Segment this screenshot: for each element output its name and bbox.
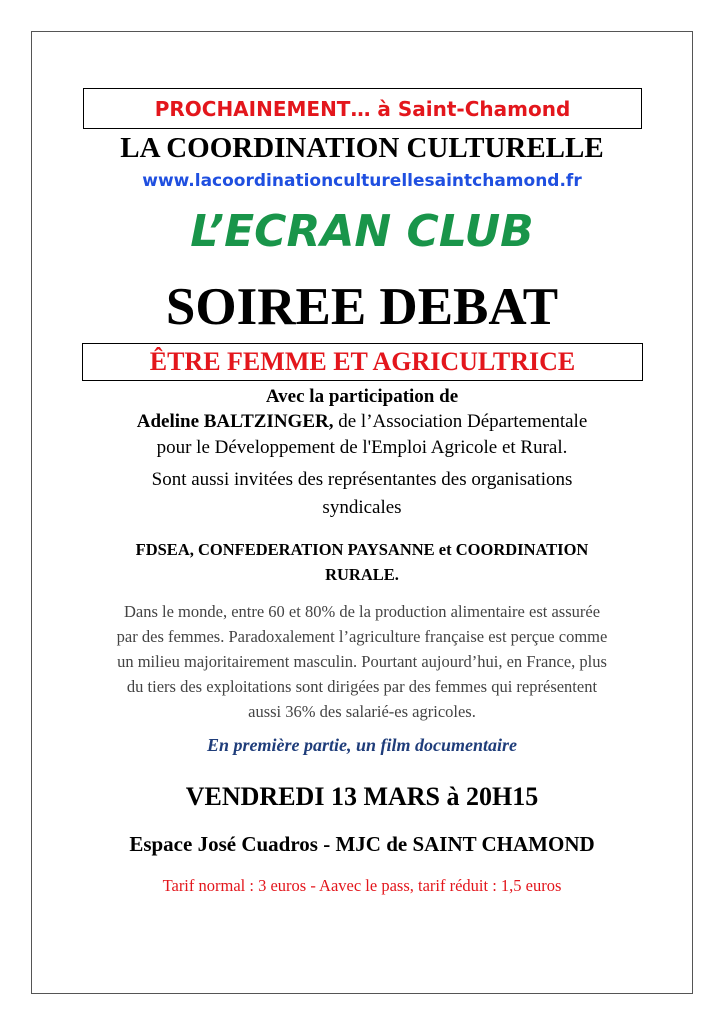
description-line: aussi 36% des salarié-es agricoles. [248,702,476,721]
guest-affiliation: de l’Association Départementale [333,411,588,432]
announcement-box [83,88,642,129]
guest-affiliation-continued: pour le Développement de l'Emploi Agricole et Rural. [156,437,568,458]
theme-box [82,343,643,381]
unions-line-2: RURALE. [325,565,399,584]
guest-line [31,410,693,434]
event-datetime: VENDREDI 13 MARS à 20H15 [185,782,539,811]
description-line: Dans le monde, entre 60 et 80% de la production alimentaire est assurée [123,602,601,621]
event-venue: Espace José Cuadros - MJC de SAINT CHAMOND [129,832,595,856]
film-note: En première partie, un film documentaire [206,735,517,755]
unions-line-1: FDSEA, CONFEDERATION PAYSANNE et COORDINATION [135,540,589,559]
event-type-heading: SOIREE DEBAT [165,278,559,336]
description-line: par des femmes. Paradoxalement l’agriculture française est perçue comme [116,627,608,646]
invited-line-2: syndicales [322,497,402,518]
participation-intro: Avec la participation de [265,386,459,407]
ticket-prices: Tarif normal : 3 euros - Aavec le pass, tarif réduit : 1,5 euros [162,876,562,895]
invited-line-1: Sont aussi invitées des représentantes des organisations [151,469,573,490]
theme-title: ÊTRE FEMME ET AGRICULTRICE [149,347,576,376]
description-line: du tiers des exploitations sont dirigées par des femmes qui représentent [126,677,598,696]
guest-name: Adeline BALTZINGER, [136,411,334,432]
description-line: un milieu majoritairement masculin. Pourtant aujourd’hui, en France, plus [117,652,607,671]
organization-title: LA COORDINATION CULTURELLE [120,132,604,164]
club-title: L’ECRAN CLUB [190,206,534,257]
announcement-text: PROCHAINEMENT… à Saint-Chamond [154,96,571,121]
website-link[interactable]: www.lacoordinationculturellesaintchamond.fr [142,171,582,191]
